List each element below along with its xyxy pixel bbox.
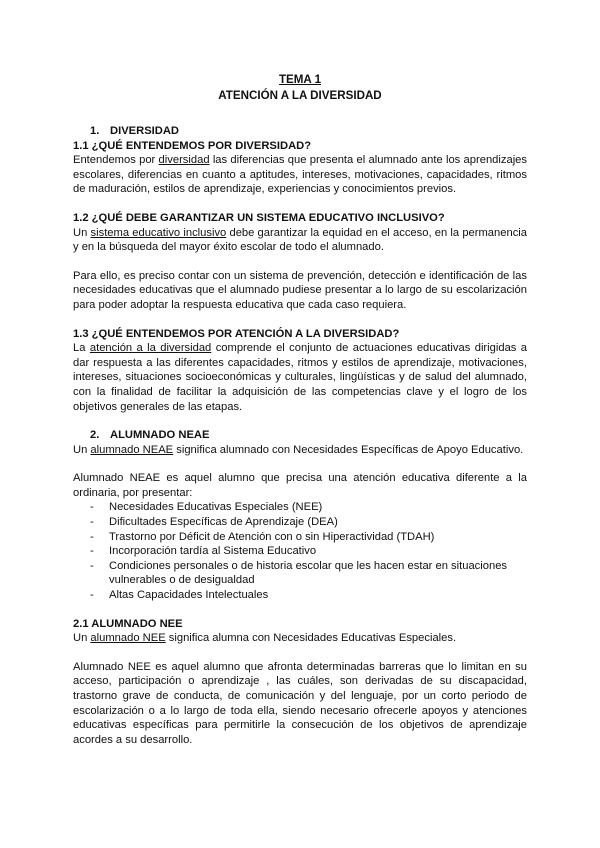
list-item: - Trastorno por Déficit de Atención con o sin Hiperactividad (TDAH) [73,530,527,545]
term-alumnado-neae: alumnado NEAE [90,443,174,456]
subsection-1-2-heading: 1.2 ¿QUÉ DEBE GARANTIZAR UN SISTEMA EDUCATIVO INCLUSIVO? [73,211,445,224]
section-2-heading [73,428,527,443]
term-sistema-educativo-inclusivo: sistema educativo inclusivo [90,226,227,239]
page-title: ATENCIÓN A LA DIVERSIDAD [218,89,382,102]
subsection-2-1-heading: 2.1 ALUMNADO NEE [73,617,183,630]
subsection-1-2-paragraph-1 [73,226,527,255]
list-item: - Altas Capacidades Intelectuales [73,588,527,603]
term-atencion-diversidad: atención a la diversidad [89,342,212,355]
section-1-number: 1. [90,125,100,137]
subsection-1-3-paragraph [73,341,527,414]
subsection-1-3-heading: 1.3 ¿QUÉ ENTENDEMOS POR ATENCIÓN A LA DIVERSIDAD? [73,327,400,340]
subsection-1-1-heading: 1.1 ¿QUÉ ENTENDEMOS POR DIVERSIDAD? [73,139,312,152]
text-run: Entendemos por [73,154,159,167]
document-header [73,72,527,104]
list-item: - Condiciones personales o de historia escolar que les hacen estar en situaciones vulnerables o de desigualdad [73,559,527,588]
subsection-1-1-paragraph [73,153,527,197]
subsection-2-1-paragraph-1 [73,631,527,646]
text-run: comprende el conjunto de actuaciones educativas dirigidas a dar respuesta a las diferentes capacidades, ritmos y estilos de aprendizaje, motivaciones, intereses, situaciones socioeconómicas y culturales, lingüísticas y de salud del alumnado, con la finalidad de facilitar la adquisición de las competencias clave y el logro de los objetivos generales de las etapas. [73,342,528,413]
topic-number: TEMA 1 [278,73,322,86]
subsection-2-1-paragraph-2: Alumnado NEE es aquel alumno que afronta determinadas barreras que lo limitan en su acceso, participación o aprendizaje , las cuáles, son derivadas de su discapacidad, trastorno grave de conducta, de comunicación y del lenguaje, por un corto periodo de escolarización o a lo largo de toda ella, siendo necesario ofrecerle apoyos y atenciones educativas específicas para permitirle la consecución de los objetivos de aprendizaje acordes a su desarrollo. [73,660,527,746]
section-2-paragraph-2: Alumnado NEAE es aquel alumno que precisa una atención educativa diferente a la ordinaria, por presentar: [73,472,527,499]
list-item: - Dificultades Específicas de Aprendizaje (DEA) [73,515,527,530]
section-2-title: ALUMNADO NEAE [110,429,210,442]
section-1-title: DIVERSIDAD [110,125,179,137]
neae-list [73,500,527,602]
text-run: Un [73,632,91,645]
document-content [73,72,527,747]
list-item: - Necesidades Educativas Especiales (NEE) [73,500,527,515]
section-2-number: 2. [90,429,100,442]
text-run: debe garantizar la equidad en el acceso, en la permanencia y en la búsqueda del mayor éxito escolar de todo el alumnado. [73,226,527,254]
list-item: - Incorporación tardía al Sistema Educativo [73,544,527,559]
term-diversidad: diversidad [158,154,210,167]
term-alumnado-nee: alumnado NEE [90,632,166,645]
text-run: significa alumna con Necesidades Educativas Especiales. [165,632,457,645]
subsection-1-2-paragraph-2: Para ello, es preciso contar con un sistema de prevención, detección e identificación de las necesidades educativas que el alumnado pudiese presentar a lo largo de su escolarización para poder adoptar la respuesta educativa que cada caso requiera. [73,269,527,311]
section-1-heading [73,124,527,139]
section-2-paragraph-1 [73,443,527,458]
text-run: Un [73,443,91,456]
text-run: las diferencias que presenta el alumnado ante los aprendizajes escolares, diferencias en cuanto a aptitudes, intereses, motivaciones, capacidades, ritmos de maduración, estilos de aprendizaje, experiencias y conocimientos previos. [73,154,527,196]
text-run: significa alumnado con Necesidades Específicas de Apoyo Educativo. [173,443,524,456]
text-run: La [73,342,90,355]
text-run: Un [73,226,91,239]
